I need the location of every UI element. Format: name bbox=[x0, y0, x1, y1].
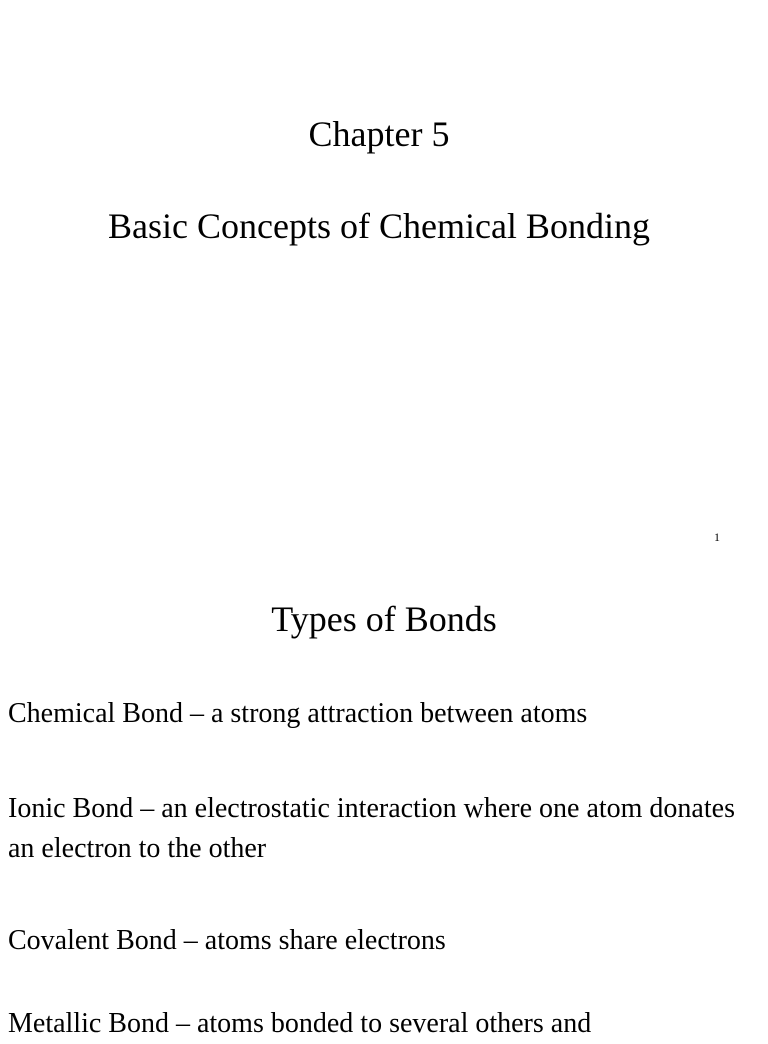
chapter-title: Basic Concepts of Chemical Bonding bbox=[108, 206, 650, 246]
bond-definition-covalent: Covalent Bond – atoms share electrons bbox=[8, 925, 446, 956]
bond-definition-chemical: Chemical Bond – a strong attraction between atoms bbox=[8, 698, 588, 729]
page-number: 1 bbox=[714, 530, 720, 544]
bond-definition-ionic: Ionic Bond – an electrostatic interaction where one atom donates an electron to the other bbox=[8, 793, 735, 864]
section-title: Types of Bonds bbox=[271, 599, 497, 639]
chapter-heading: Chapter 5 bbox=[308, 114, 450, 154]
bond-definition-metallic: Metallic Bond – atoms bonded to several others and bbox=[8, 1008, 592, 1039]
